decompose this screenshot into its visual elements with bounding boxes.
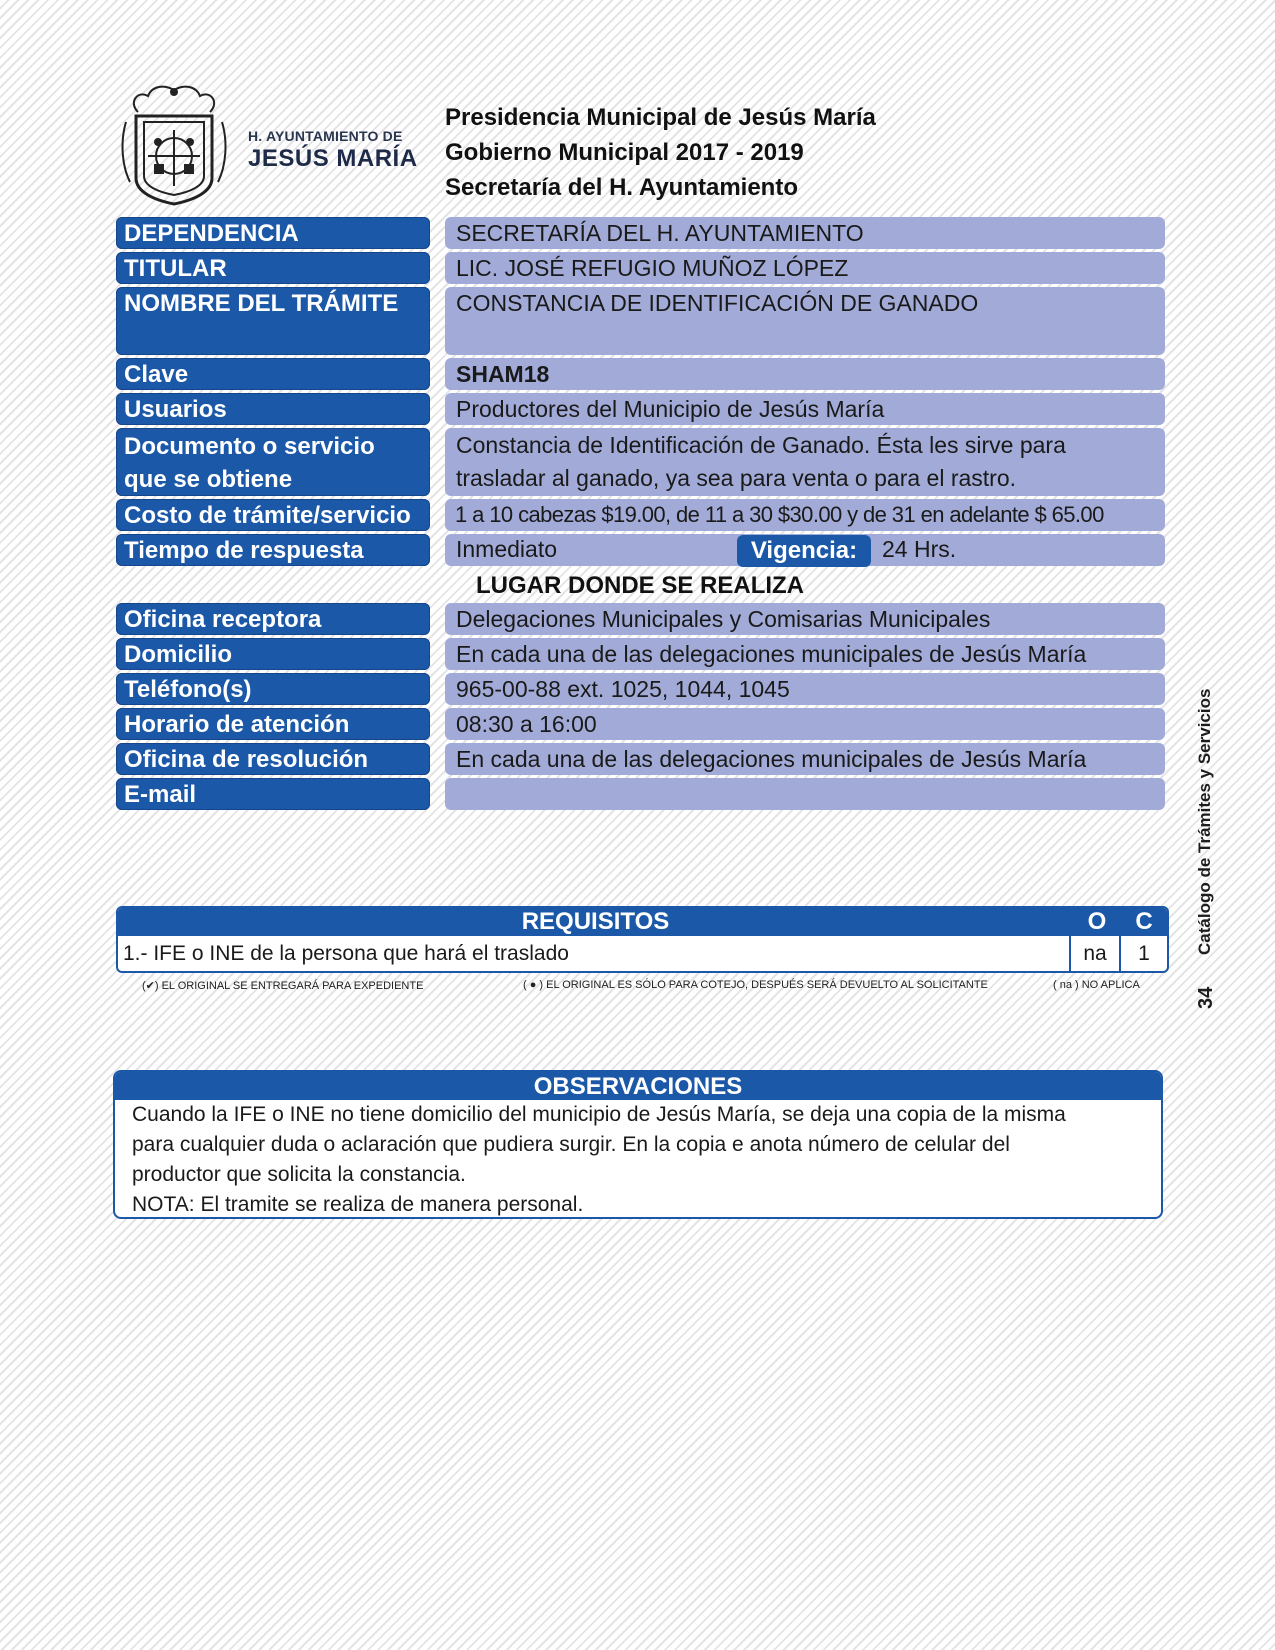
value-documento-line-1: Constancia de Identificación de Ganado. Ésta les sirve para (456, 432, 1066, 458)
value-oficina-receptora: Delegaciones Municipales y Comisarias Municipales (445, 603, 1165, 635)
requisitos-title: REQUISITOS (521, 908, 670, 935)
requisitos-header (118, 908, 1167, 936)
vigencia-badge: Vigencia: (737, 535, 871, 567)
value-costo: 1 a 10 cabezas $19.00, de 11 a 30 $30.00 y de 31 en adelante $ 65.00 (445, 499, 1165, 531)
value-nombre-tramite: CONSTANCIA DE IDENTIFICACIÓN DE GANADO (445, 287, 1165, 355)
requisito-text: 1.- IFE o INE de la persona que hará el traslado (123, 942, 569, 965)
requisitos-table (116, 906, 1169, 973)
label-documento (116, 428, 430, 496)
label-documento-line-1: Documento o servicio (124, 433, 375, 460)
label-email: E-mail (116, 778, 430, 810)
value-telefono: 965-00-88 ext. 1025, 1044, 1045 (445, 673, 1165, 705)
value-oficina-resolucion: En cada una de las delegaciones municipales de Jesús María (445, 743, 1165, 775)
vigencia-value: 24 Hrs. (882, 536, 957, 562)
value-clave: SHAM18 (445, 358, 1165, 390)
header-line-1: Presidencia Municipal de Jesús María (445, 104, 876, 131)
label-oficina-resolucion: Oficina de resolución (116, 743, 430, 775)
page-number: 34 (1195, 986, 1217, 1009)
header-line-3: Secretaría del H. Ayuntamiento (445, 174, 798, 201)
observaciones-line-3: productor que solicita la constancia. (132, 1163, 466, 1186)
label-clave: Clave (116, 358, 430, 390)
value-usuarios: Productores del Municipio de Jesús María (445, 393, 1165, 425)
label-horario: Horario de atención (116, 708, 430, 740)
column-c-header: C (1135, 908, 1153, 935)
value-horario: 08:30 a 16:00 (445, 708, 1165, 740)
page-header (445, 100, 876, 205)
requisito-o-value: na (1069, 936, 1119, 971)
value-domicilio: En cada una de las delegaciones municipales de Jesús María (445, 638, 1165, 670)
table-row (118, 936, 1167, 971)
observaciones-line-1: Cuando la IFE o INE no tiene domicilio del municipio de Jesús María, se deja una copia de la misma (132, 1103, 1066, 1126)
legend-original-cotejo: ( ● ) EL ORIGINAL ES SÓLO PARA COTEJO, DESPUÉS SERÁ DEVUELTO AL SOLICITANTE (523, 979, 988, 991)
label-telefono: Teléfono(s) (116, 673, 430, 705)
observaciones-line-4: NOTA: El tramite se realiza de manera personal. (132, 1193, 584, 1216)
label-usuarios: Usuarios (116, 393, 430, 425)
value-documento (445, 428, 1165, 496)
requisito-c-value: 1 (1119, 936, 1167, 971)
brand-line-1: H. AYUNTAMIENTO DE (248, 128, 403, 144)
label-nombre-tramite: NOMBRE DEL TRÁMITE (116, 287, 430, 355)
brand-line-2: JESÚS MARÍA (248, 145, 418, 172)
header-line-2: Gobierno Municipal 2017 - 2019 (445, 139, 804, 166)
value-email (445, 778, 1165, 810)
column-o-header: O (1087, 908, 1107, 935)
label-titular: TITULAR (116, 252, 430, 284)
catalog-title: Catálogo de Trámites y Servicios (1195, 688, 1214, 955)
coat-of-arms-logo (118, 82, 230, 208)
label-documento-line-2: que se obtiene (124, 466, 293, 493)
label-domicilio: Domicilio (116, 638, 430, 670)
value-documento-line-2: trasladar al ganado, ya sea para venta o para el rastro. (456, 465, 1017, 491)
value-tiempo: Inmediato (445, 534, 1165, 566)
observaciones-line-2: para cualquier duda o aclaración que pudiera surgir. En la copia e anota número de celular del (132, 1133, 1010, 1156)
observaciones-box (113, 1070, 1163, 1219)
observaciones-title: OBSERVACIONES (115, 1072, 1161, 1100)
legend-original-expediente: (✔) EL ORIGINAL SE ENTREGARÁ PARA EXPEDIENTE (142, 980, 424, 992)
side-catalog-label (1195, 688, 1235, 1009)
label-tiempo: Tiempo de respuesta (116, 534, 430, 566)
observaciones-body (115, 1100, 1161, 1219)
label-costo: Costo de trámite/servicio (116, 499, 430, 531)
label-dependencia: DEPENDENCIA (116, 217, 430, 249)
value-titular: LIC. JOSÉ REFUGIO MUÑOZ LÓPEZ (445, 252, 1165, 284)
value-dependencia: SECRETARÍA DEL H. AYUNTAMIENTO (445, 217, 1165, 249)
municipality-brand (248, 128, 418, 173)
lugar-title: LUGAR DONDE SE REALIZA (476, 572, 805, 599)
legend-no-aplica: ( na ) NO APLICA (1053, 979, 1140, 991)
label-oficina-receptora: Oficina receptora (116, 603, 430, 635)
